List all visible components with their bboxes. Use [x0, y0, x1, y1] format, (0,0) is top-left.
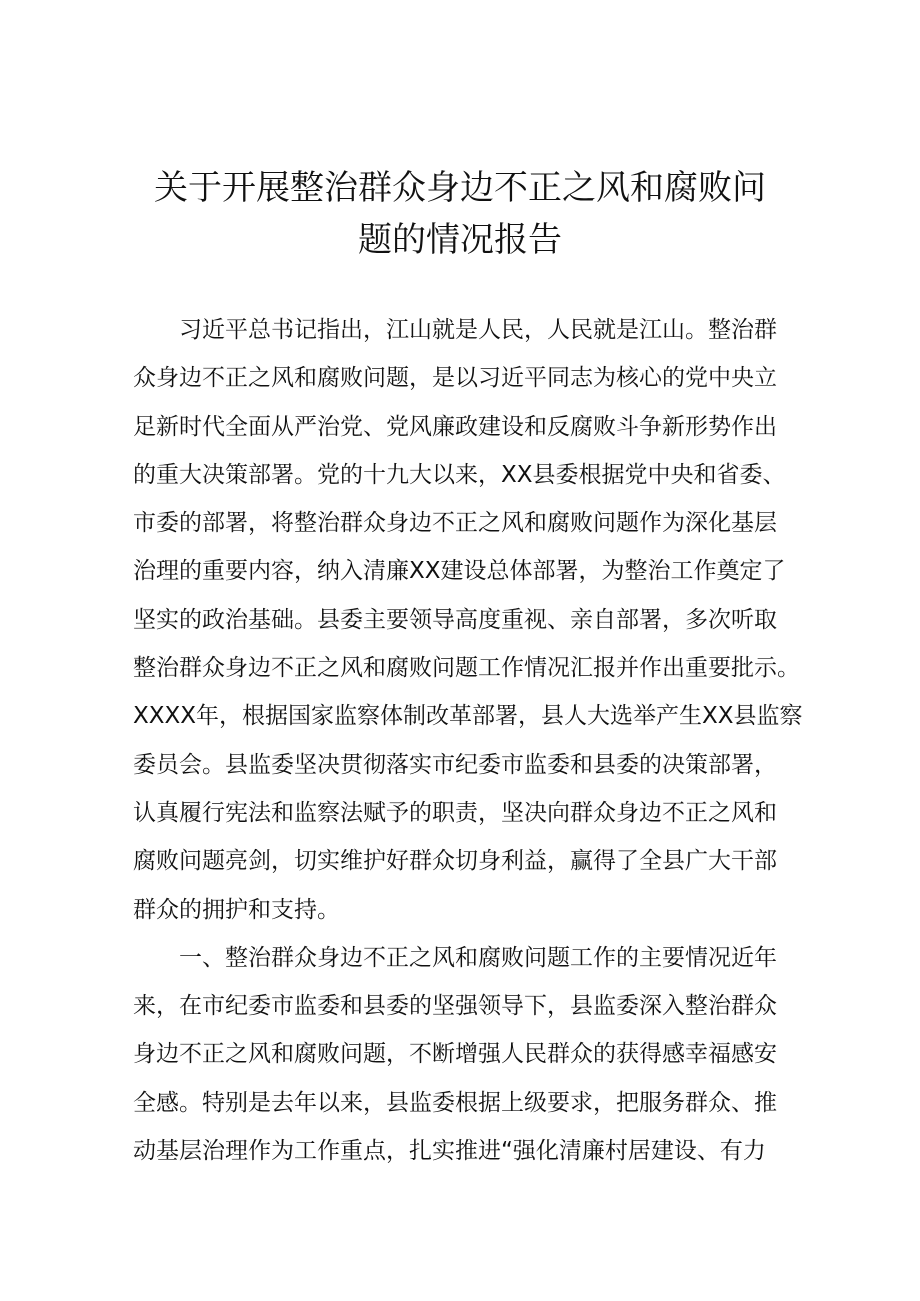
paragraph-line: 动基层治理作为工作重点，扎实推进“强化清廉村居建设、有力: [133, 1138, 766, 1165]
paragraph-2: [133, 934, 793, 1175]
paragraph-line: 的重大决策部署。党的十九大以来，XX县委根据党中央和省委、: [133, 461, 786, 488]
paragraph-line: 习近平总书记指出，江山就是人民，人民就是江山。整治群: [179, 317, 777, 343]
title-line-2: 题的情况报告: [358, 220, 562, 260]
title-line-1: 关于开展整治群众身边不正之风和腐败问: [154, 168, 766, 208]
paragraph-line: XXXX年，根据国家监察体制改革部署，县人大选举产生XX县监察: [133, 703, 803, 730]
document-title: [120, 162, 800, 266]
paragraph-line: 足新时代全面从严治党、党风廉政建设和反腐败斗争新形势作出: [133, 413, 777, 440]
paragraph-line: 众身边不正之风和腐败问题，是以习近平同志为核心的党中央立: [133, 365, 777, 392]
paragraph-line: 一、整治群众身边不正之风和腐败问题工作的主要情况近年: [179, 944, 777, 971]
paragraph-line: 身边不正之风和腐败问题，不断增强人民群众的获得感幸福感安: [133, 1041, 777, 1068]
paragraph-1: [133, 306, 803, 934]
paragraph-line: 市委的部署，将整治群众身边不正之风和腐败问题作为深化基层: [133, 510, 777, 537]
paragraph-line: 整治群众身边不正之风和腐败问题工作情况汇报并作出重要批示。: [133, 655, 800, 682]
paragraph-line: 全感。特别是去年以来，县监委根据上级要求，把服务群众、推: [133, 1089, 777, 1116]
paragraph-line: 腐败问题亮剑，切实维护好群众切身利益，赢得了全县广大干部: [133, 848, 777, 875]
paragraph-line: 委员会。县监委坚决贯彻落实市纪委市监委和县委的决策部署，: [133, 751, 777, 778]
document-body: [133, 306, 803, 1175]
paragraph-line: 治理的重要内容，纳入清廉XX建设总体部署，为整治工作奠定了: [133, 558, 786, 585]
paragraph-line: 认真履行宪法和监察法赋予的职责，坚决向群众身边不正之风和: [133, 799, 777, 826]
paragraph-line: 坚实的政治基础。县委主要领导高度重视、亲自部署，多次听取: [133, 606, 777, 633]
paragraph-line: 群众的拥护和支持。: [133, 896, 340, 923]
paragraph-line: 来，在市纪委市监委和县委的坚强领导下，县监委深入整治群众: [133, 993, 777, 1020]
